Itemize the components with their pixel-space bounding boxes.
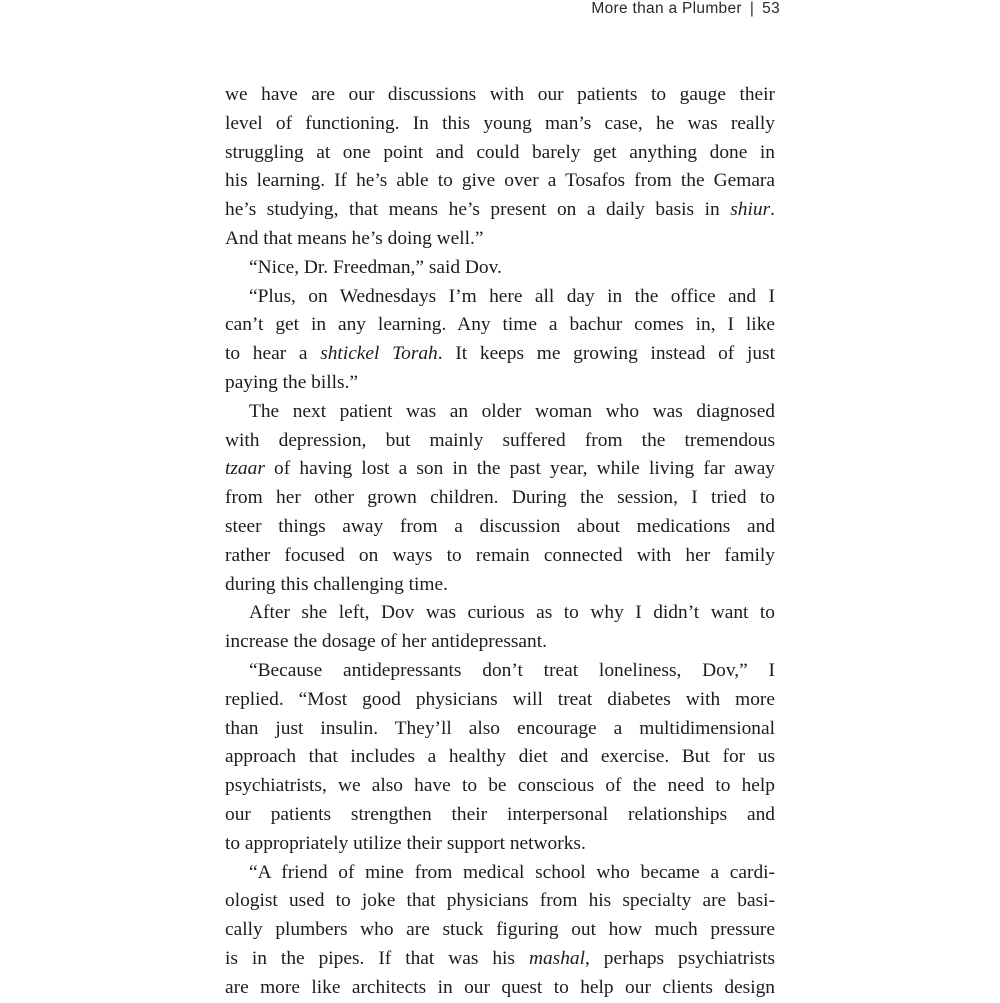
text-line: replied. “Most good physicians will treat diabetes with more	[225, 688, 775, 710]
text-line: increase the dosage of her antidepressant.	[225, 631, 547, 653]
text-line: to appropriately utilize their support networks.	[225, 832, 586, 854]
text-line: “Nice, Dr. Freedman,” said Dov.	[249, 256, 502, 278]
running-head	[591, 0, 780, 18]
text-line: our patients strengthen their interpersonal relationships and	[225, 803, 775, 825]
text-line: steer things away from a discussion about medications and	[225, 515, 775, 537]
text-line: than just insulin. They’ll also encourage a multidimensional	[225, 717, 775, 739]
page-number: 53	[762, 0, 780, 17]
text-line: tzaar of having lost a son in the past year, while living far away	[225, 458, 775, 480]
chapter-title: More than a Plumber	[591, 0, 742, 17]
text-line: psychiatrists, we also have to be conscious of the need to help	[225, 775, 775, 797]
text-line: rather focused on ways to remain connected with her family	[225, 544, 775, 566]
body-text	[225, 81, 775, 1003]
text-line: are more like architects in our quest to help our clients design	[225, 976, 775, 998]
text-line: can’t get in any learning. Any time a bachur comes in, I like	[225, 314, 775, 336]
text-line: we have are our discussions with our patients to gauge their	[225, 84, 775, 105]
text-line: from her other grown children. During the session, I tried to	[225, 487, 775, 509]
text-line: paying the bills.”	[225, 371, 359, 393]
text-line: to hear a shtickel Torah. It keeps me growing instead of just	[225, 343, 775, 365]
text-line: After she left, Dov was curious as to why I didn’t want to	[249, 602, 775, 624]
text-line: “Plus, on Wednesdays I’m here all day in the office and I	[249, 285, 775, 307]
text-line: “Because antidepressants don’t treat loneliness, Dov,” I	[249, 659, 775, 681]
text-line: approach that includes a healthy diet and exercise. But for us	[225, 746, 775, 768]
text-line: his learning. If he’s able to give over a Tosafos from the Gemara	[225, 170, 775, 192]
text-line: struggling at one point and could barely get anything done in	[225, 141, 775, 163]
text-line: level of functioning. In this young man’s case, he was really	[225, 112, 775, 134]
header-separator: |	[749, 0, 755, 17]
text-line: ologist used to joke that physicians from his specialty are basi-	[225, 890, 775, 912]
text-line: “A friend of mine from medical school who became a cardi-	[249, 861, 775, 883]
text-line: he’s studying, that means he’s present on a daily basis in shiur.	[225, 199, 775, 221]
text-line: And that means he’s doing well.”	[225, 227, 484, 249]
text-line: during this challenging time.	[225, 573, 448, 595]
text-line: is in the pipes. If that was his mashal, perhaps psychiatrists	[225, 947, 775, 969]
text-line: The next patient was an older woman who was diagnosed	[249, 400, 775, 422]
text-line: with depression, but mainly suffered from the tremendous	[225, 429, 775, 451]
text-line: cally plumbers who are stuck figuring out how much pressure	[225, 919, 775, 941]
